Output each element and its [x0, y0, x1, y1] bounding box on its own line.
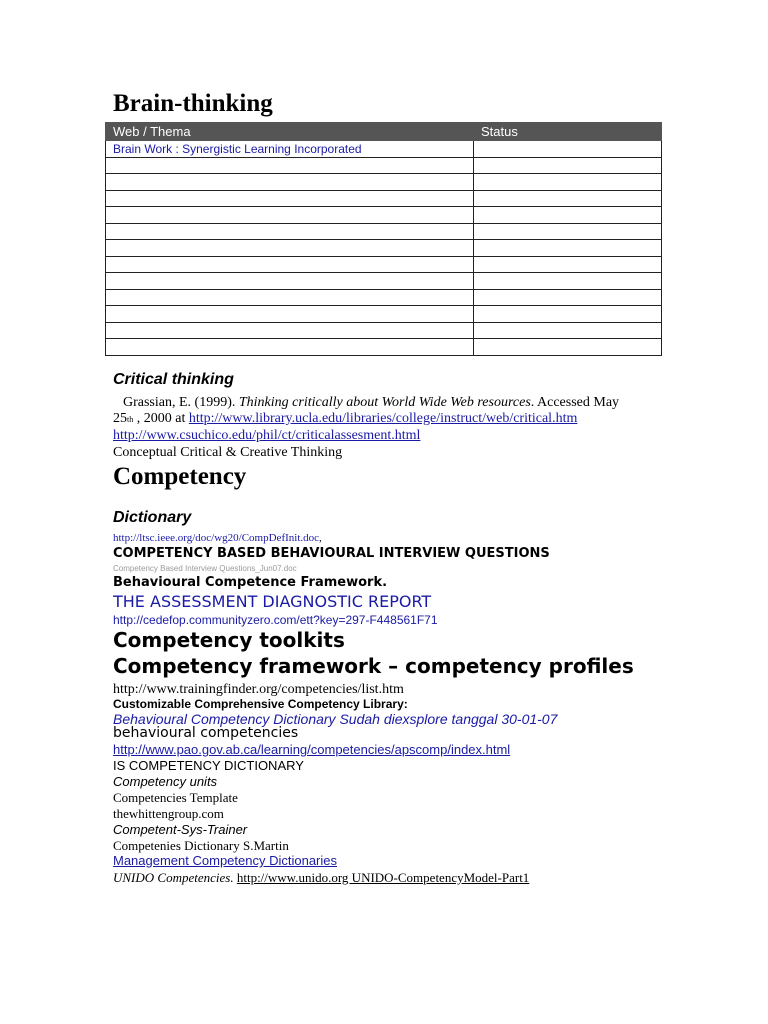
table-cell — [106, 256, 474, 273]
framework-text: Behavioural Competence Framework. — [113, 575, 388, 590]
interview-questions-heading: COMPETENCY BASED BEHAVIOURAL INTERVIEW QUESTIONS — [113, 546, 550, 561]
table-cell — [474, 190, 662, 207]
table-row — [106, 190, 662, 207]
column-header-status: Status — [474, 123, 662, 141]
unido-link[interactable]: http://www.unido.org UNIDO-CompetencyModel-Part1 — [236, 870, 530, 885]
table-cell — [106, 190, 474, 207]
table-cell-status — [474, 141, 662, 158]
behavioural-competencies-text: behavioural competencies — [113, 725, 299, 741]
citation-date-suffix: th — [127, 415, 134, 424]
table-cell — [474, 273, 662, 290]
table-row — [106, 256, 662, 273]
competency-units-text: Competency units — [113, 774, 218, 789]
dictionary-explored-link[interactable]: Behavioural Competency Dictionary Sudah diexsplore tanggal 30-01-07 — [113, 711, 558, 727]
table-cell — [106, 157, 474, 174]
table-cell — [106, 306, 474, 323]
ieee-link[interactable]: http://ltsc.ieee.org/doc/wg20/CompDefInit.doc — [113, 532, 320, 544]
assessment-report-link[interactable]: THE ASSESSMENT DIAGNOSTIC REPORT — [113, 592, 432, 611]
column-header-web: Web / Thema — [106, 123, 474, 141]
citation-title: Thinking critically about World Wide Web resources — [238, 395, 531, 410]
table-cell — [474, 157, 662, 174]
table-row — [106, 339, 662, 356]
pao-link[interactable]: http://www.pao.gov.ab.ca/learning/competencies/apscomp/index.html — [113, 742, 511, 757]
table-cell — [106, 273, 474, 290]
trainingfinder-url: http://www.trainingfinder.org/competencies/list.htm — [113, 682, 404, 697]
library-text: Customizable Comprehensive Competency Library: — [113, 697, 408, 711]
table-cell — [474, 322, 662, 339]
table-cell — [474, 256, 662, 273]
table-header-row — [106, 123, 662, 141]
table-cell — [474, 289, 662, 306]
unido-label: UNIDO Competencies. — [113, 870, 234, 885]
table-row — [106, 240, 662, 257]
table-row — [106, 223, 662, 240]
table-cell — [106, 322, 474, 339]
ieee-comma: , — [319, 532, 322, 544]
table-cell — [474, 223, 662, 240]
citation-author: Grassian, E. (1999). — [123, 395, 239, 410]
table-cell — [474, 240, 662, 257]
table-cell — [474, 339, 662, 356]
table-cell — [474, 306, 662, 323]
ieee-line — [113, 532, 322, 544]
table-row — [106, 157, 662, 174]
whitten-group-text: thewhittengroup.com — [113, 806, 224, 821]
table-cell — [106, 339, 474, 356]
martin-dictionary-text: Competenies Dictionary S.Martin — [113, 838, 289, 853]
table-cell — [474, 207, 662, 224]
table-row — [106, 273, 662, 290]
table-row — [106, 322, 662, 339]
ucla-link[interactable]: http://www.library.ucla.edu/libraries/college/instruct/web/critical.htm — [188, 411, 578, 426]
table-cell — [106, 289, 474, 306]
csuchico-link[interactable]: http://www.csuchico.edu/phil/ct/criticalassesment.html — [113, 428, 421, 443]
management-dictionaries-link[interactable]: Management Competency Dictionaries — [113, 853, 337, 868]
citation-date-rest: , 2000 at — [133, 411, 189, 426]
citation-rest: . Accessed May — [530, 395, 620, 410]
toolkits-heading: Competency toolkits — [113, 628, 345, 652]
table-cell — [106, 207, 474, 224]
links-table — [105, 122, 662, 356]
sys-trainer-text: Competent-Sys-Trainer — [113, 822, 248, 837]
table-row — [106, 306, 662, 323]
table-cell-link[interactable]: Brain Work : Synergistic Learning Incorporated — [106, 141, 474, 158]
table-row — [106, 289, 662, 306]
is-dictionary-text: IS COMPETENCY DICTIONARY — [113, 758, 304, 773]
competencies-template-text: Competencies Template — [113, 790, 238, 805]
critical-thinking-heading: Critical thinking — [113, 371, 234, 388]
unido-line — [113, 870, 529, 886]
table-row — [106, 174, 662, 191]
citation-date-day: 25 — [113, 411, 127, 426]
profiles-heading: Competency framework – competency profiles — [113, 654, 634, 678]
table-row — [106, 207, 662, 224]
cedefop-link[interactable]: http://cedefop.communityzero.com/ett?key=297-F448561F71 — [113, 613, 438, 627]
dictionary-heading: Dictionary — [113, 509, 192, 526]
table-cell — [106, 223, 474, 240]
table-cell — [106, 240, 474, 257]
page-title: Brain-thinking — [113, 90, 273, 117]
table-cell — [106, 174, 474, 191]
citation-line-2 — [113, 411, 577, 427]
competency-heading: Competency — [113, 463, 247, 490]
conceptual-thinking-text: Conceptual Critical & Creative Thinking — [113, 445, 343, 460]
table-cell — [474, 174, 662, 191]
citation-line-1 — [123, 395, 619, 411]
interview-doc-link[interactable]: Competency Based Interview Questions_Jun07.doc — [113, 564, 297, 573]
table-row — [106, 141, 662, 158]
